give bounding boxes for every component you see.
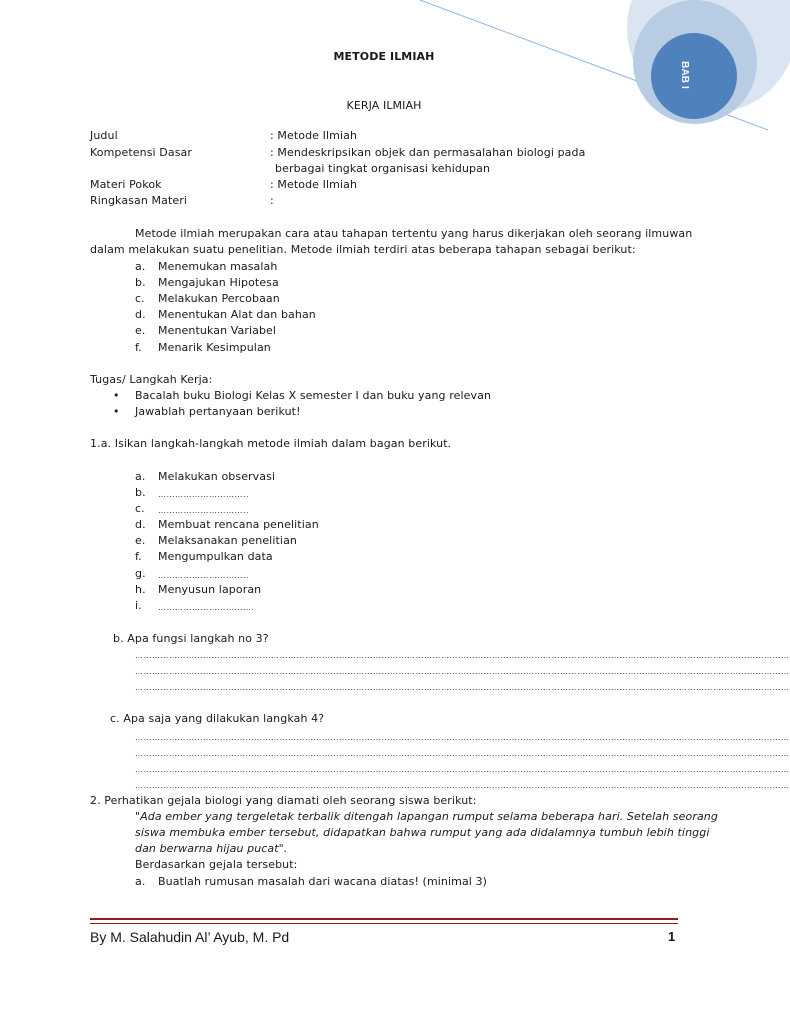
tugas-heading: Tugas/ Langkah Kerja: [90, 373, 213, 386]
corner-decoration [0, 0, 768, 140]
q1a-letter: i. [135, 599, 142, 612]
q1a-letter: e. [135, 534, 146, 547]
footer-author: By M. Salahudin Al’ Ayub, M. Pd [90, 929, 290, 945]
q1a-letter: b. [135, 486, 146, 499]
step-letter: b. [135, 276, 146, 289]
q1a-text: Mengumpulkan data [158, 550, 273, 563]
question-2-follow: Berdasarkan gejala tersebut: [135, 858, 298, 871]
bullet-icon: • [113, 405, 120, 418]
step-text: Mengajukan Hipotesa [158, 276, 279, 289]
question-1b-prompt: b. Apa fungsi langkah no 3? [113, 632, 269, 645]
intro-line-1: Metode ilmiah merupakan cara atau tahapan tertentu yang harus dikerjakan oleh seorang ilmuwan [135, 227, 693, 240]
q1a-text: Membuat rencana penelitian [158, 518, 319, 531]
answer-line: …………………………………………………………………………………………………………………………………………………………………………………………………………… [135, 749, 790, 758]
q1a-letter: h. [135, 583, 146, 596]
answer-line: …………………………………………………………………………………………………………………………………………………………………………………………………………… [135, 651, 790, 660]
q1a-text: Melaksanakan penelitian [158, 534, 297, 547]
step-letter: c. [135, 292, 145, 305]
info-label-ringkasan: Ringkasan Materi [90, 194, 188, 207]
step-letter: a. [135, 260, 146, 273]
step-text: Menentukan Alat dan bahan [158, 308, 316, 321]
question-2-quote: "Ada ember yang tergeletak terbalik ditengah lapangan rumput selama beberapa hari. Setelah seorang [135, 810, 718, 823]
question-2a-letter: a. [135, 875, 146, 888]
footer-divider-thin [90, 923, 678, 924]
step-text: Melakukan Percobaan [158, 292, 280, 305]
question-1c-prompt: c. Apa saja yang dilakukan langkah 4? [110, 712, 325, 725]
bullet-icon: • [113, 389, 120, 402]
q1a-blank: ………………………….. [158, 571, 250, 580]
step-text: Menarik Kesimpulan [158, 341, 271, 354]
question-2-quote: dan berwarna hijau pucat". [135, 842, 288, 855]
q1a-letter: d. [135, 518, 146, 531]
question-2a-text: Buatlah rumusan masalah dari wacana diatas! (minimal 3) [158, 875, 488, 888]
q1a-letter: c. [135, 502, 145, 515]
page-title: METODE ILMIAH [333, 50, 435, 63]
info-label-kompetensi: Kompetensi Dasar [90, 146, 193, 159]
info-label-judul: Judul [90, 129, 118, 142]
step-letter: e. [135, 324, 146, 337]
page-number: 1 [668, 929, 676, 944]
q1a-text: Menyusun laporan [158, 583, 262, 596]
chapter-badge-label: BAB I [678, 61, 690, 89]
info-value-ringkasan: : [270, 194, 274, 207]
info-value-kompetensi: : Mendeskripsikan objek dan permasalahan biologi pada [270, 146, 586, 159]
step-text: Menentukan Variabel [158, 324, 277, 337]
info-value-kompetensi-cont: berbagai tingkat organisasi kehidupan [275, 162, 491, 175]
info-label-materi: Materi Pokok [90, 178, 162, 191]
section-subtitle: KERJA ILMIAH [346, 99, 422, 112]
question-2-quote: siswa membuka ember tersebut, didapatkan bahwa rumput yang ada didalamnya tumbuh lebih tinggi [135, 826, 710, 839]
answer-line: …………………………………………………………………………………………………………………………………………………………………………………………………………… [135, 667, 790, 676]
footer-divider [90, 918, 678, 920]
step-text: Menemukan masalah [158, 260, 278, 273]
question-2-prompt: 2. Perhatikan gejala biologi yang diamati oleh seorang siswa berikut: [90, 794, 477, 807]
step-letter: d. [135, 308, 146, 321]
answer-line: …………………………………………………………………………………………………………………………………………………………………………………………………………… [135, 781, 790, 790]
q1a-letter: f. [135, 550, 142, 563]
q1a-blank: ………………………….. [158, 506, 250, 515]
answer-line: …………………………………………………………………………………………………………………………………………………………………………………………………………… [135, 683, 790, 692]
q1a-letter: a. [135, 470, 146, 483]
answer-line: …………………………………………………………………………………………………………………………………………………………………………………………………………… [135, 733, 790, 742]
q1a-blank: ……………………………. [158, 603, 255, 612]
q1a-blank: ………………………….. [158, 490, 250, 499]
q1a-text: Melakukan observasi [158, 470, 276, 483]
info-value-materi: : Metode Ilmiah [270, 178, 358, 191]
step-letter: f. [135, 341, 142, 354]
info-value-judul: : Metode Ilmiah [270, 129, 358, 142]
tugas-bullet: Bacalah buku Biologi Kelas X semester I dan buku yang relevan [135, 389, 492, 402]
intro-line-2: dalam melakukan suatu penelitian. Metode ilmiah terdiri atas beberapa tahapan sebagai berikut: [90, 243, 636, 256]
answer-line: …………………………………………………………………………………………………………………………………………………………………………………………………………… [135, 765, 790, 774]
question-1a-prompt: 1.a. Isikan langkah-langkah metode ilmiah dalam bagan berikut. [90, 437, 452, 450]
tugas-bullet: Jawablah pertanyaan berikut! [135, 405, 301, 418]
q1a-letter: g. [135, 567, 146, 580]
